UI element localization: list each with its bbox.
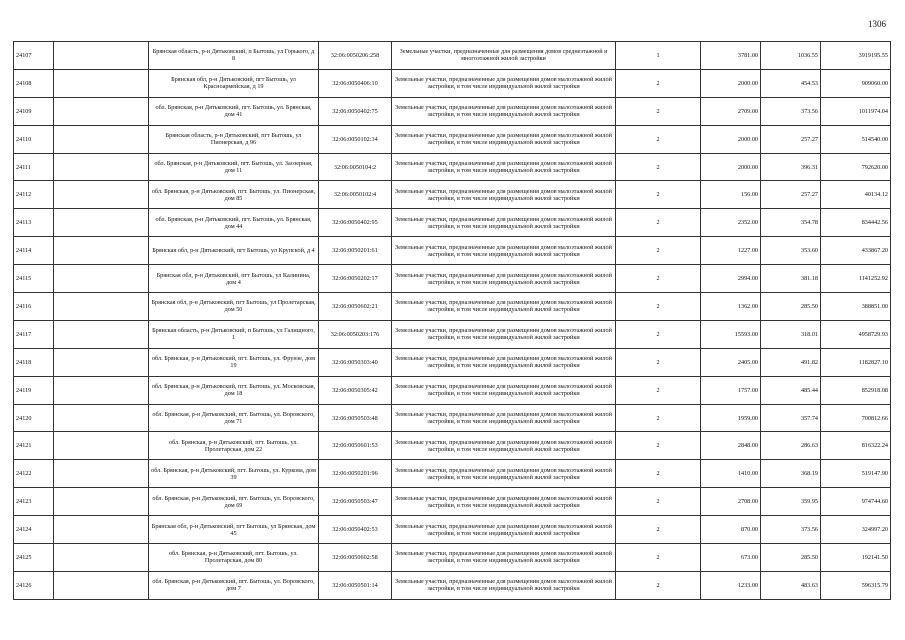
table-body xyxy=(14,42,891,600)
area-cell: 2994.00 xyxy=(701,265,761,293)
cadastral-number-cell: 32:06:0050402:95 xyxy=(319,209,392,237)
cadastral-value-cell: 852918.08 xyxy=(821,376,891,404)
row-number: 24115 xyxy=(14,265,54,293)
row-number: 24116 xyxy=(14,293,54,321)
empty-cell xyxy=(54,237,149,265)
row-number: 24125 xyxy=(14,544,54,572)
specific-value-cell: 353.60 xyxy=(761,237,821,265)
cadastral-value-cell: 792620.00 xyxy=(821,153,891,181)
table-row xyxy=(14,432,891,460)
table-row xyxy=(14,125,891,153)
address-cell: обл. Брянская, р-н Дятьковский, пгт. Бытошь, ул. Брянская, дом 41 xyxy=(149,97,319,125)
category-cell: 2 xyxy=(616,376,701,404)
cadastral-number-cell: 32:06:0050202:17 xyxy=(319,265,392,293)
category-cell: 1 xyxy=(616,42,701,70)
cadastral-value-cell: 4958729.93 xyxy=(821,320,891,348)
category-cell: 2 xyxy=(616,209,701,237)
empty-cell xyxy=(54,544,149,572)
row-number: 24110 xyxy=(14,125,54,153)
land-use-cell: Земельные участки, предназначенные для размещения домов малоэтажной жилой застройки, в том числе индивидуальной жилой застройки xyxy=(392,432,616,460)
row-number: 24109 xyxy=(14,97,54,125)
address-cell: обл. Брянская, р-н Дятьковский, пгт. Бытошь, ул. Воровского, дом 69 xyxy=(149,488,319,516)
area-cell: 1757.00 xyxy=(701,376,761,404)
table-row xyxy=(14,376,891,404)
area-cell: 2000.00 xyxy=(701,153,761,181)
row-number: 24118 xyxy=(14,348,54,376)
category-cell: 2 xyxy=(616,516,701,544)
category-cell: 2 xyxy=(616,488,701,516)
row-number: 24119 xyxy=(14,376,54,404)
area-cell: 2405.00 xyxy=(701,348,761,376)
category-cell: 2 xyxy=(616,237,701,265)
row-number: 24117 xyxy=(14,320,54,348)
cadastral-value-cell: 816322.24 xyxy=(821,432,891,460)
cadastral-number-cell: 32:06:0050104:2 xyxy=(319,153,392,181)
address-cell: обл. Брянская, р-н Дятьковский, пгт. Бытошь, ул. Воровского, дом 71 xyxy=(149,404,319,432)
cadastral-number-cell: 32:06:0050102:4 xyxy=(319,181,392,209)
cadastral-value-cell: 1182827.10 xyxy=(821,348,891,376)
cadastral-number-cell: 32:06:0050503:47 xyxy=(319,488,392,516)
specific-value-cell: 491.82 xyxy=(761,348,821,376)
table-row xyxy=(14,460,891,488)
address-cell: обл. Брянская, р-н Дятьковский, пгт. Бытошь, ул. Пролетарская, дом 22 xyxy=(149,432,319,460)
land-use-cell: Земельные участки, предназначенные для размещения домов малоэтажной жилой застройки, в том числе индивидуальной жилой застройки xyxy=(392,293,616,321)
table-row xyxy=(14,320,891,348)
address-cell: обл. Брянская, р-н Дятьковский, пгт. Бытошь, ул. Московская, дом 18 xyxy=(149,376,319,404)
area-cell: 2709.00 xyxy=(701,97,761,125)
table-row xyxy=(14,348,891,376)
cadastral-number-cell: 32:06:0050601:53 xyxy=(319,432,392,460)
address-cell: Брянская область, р-н Дятьковский, п Бытошь, ул Горького, д 8 xyxy=(149,42,319,70)
cadastral-number-cell: 32:06:0050305:42 xyxy=(319,376,392,404)
land-use-cell: Земельные участки, предназначенные для размещения домов малоэтажной жилой застройки, в том числе индивидуальной жилой застройки xyxy=(392,237,616,265)
land-use-cell: Земельные участки, предназначенные для размещения домов малоэтажной жилой застройки, в том числе индивидуальной жилой застройки xyxy=(392,544,616,572)
land-use-cell: Земельные участки, предназначенные для размещения домов малоэтажной жилой застройки, в том числе индивидуальной жилой застройки xyxy=(392,125,616,153)
empty-cell xyxy=(54,265,149,293)
land-use-cell: Земельные участки, предназначенные для размещения домов малоэтажной жилой застройки, в том числе индивидуальной жилой застройки xyxy=(392,376,616,404)
page-number: 1306 xyxy=(868,19,886,29)
category-cell: 2 xyxy=(616,571,701,599)
land-use-cell: Земельные участки, предназначенные для размещения домов малоэтажной жилой застройки, в том числе индивидуальной жилой застройки xyxy=(392,488,616,516)
row-number: 24126 xyxy=(14,571,54,599)
address-cell: Брянская обл, р-н Дятьковский, пгт Бытошь, ул Красноармейская, д 19 xyxy=(149,69,319,97)
row-number: 24120 xyxy=(14,404,54,432)
table-row xyxy=(14,237,891,265)
address-cell: обл. Брянская, р-н Дятьковский, пгт. Бытошь, ул. Брянская, дом 44 xyxy=(149,209,319,237)
cadastral-value-cell: 40134.12 xyxy=(821,181,891,209)
row-number: 24108 xyxy=(14,69,54,97)
empty-cell xyxy=(54,293,149,321)
specific-value-cell: 257.27 xyxy=(761,181,821,209)
specific-value-cell: 381.18 xyxy=(761,265,821,293)
land-use-cell: Земельные участки, предназначенные для размещения домов малоэтажной жилой застройки, в том числе индивидуальной жилой застройки xyxy=(392,571,616,599)
specific-value-cell: 357.74 xyxy=(761,404,821,432)
specific-value-cell: 483.63 xyxy=(761,571,821,599)
land-use-cell: Земельные участки, предназначенные для размещения домов малоэтажной жилой застройки, в том числе индивидуальной жилой застройки xyxy=(392,97,616,125)
empty-cell xyxy=(54,209,149,237)
area-cell: 1959.00 xyxy=(701,404,761,432)
land-use-cell: Земельные участки, предназначенные для размещения домов малоэтажной жилой застройки, в том числе индивидуальной жилой застройки xyxy=(392,460,616,488)
specific-value-cell: 373.56 xyxy=(761,97,821,125)
area-cell: 1362.00 xyxy=(701,293,761,321)
table-row xyxy=(14,69,891,97)
empty-cell xyxy=(54,42,149,70)
cadastral-value-table xyxy=(13,41,891,600)
cadastral-number-cell: 32:06:0050602:58 xyxy=(319,544,392,572)
land-use-cell: Земельные участки, предназначенные для размещения домов малоэтажной жилой застройки, в том числе индивидуальной жилой застройки xyxy=(392,265,616,293)
area-cell: 2708.00 xyxy=(701,488,761,516)
area-cell: 15593.00 xyxy=(701,320,761,348)
cadastral-value-cell: 834442.56 xyxy=(821,209,891,237)
address-cell: обл. Брянская, р-н Дятьковский, пгт. Бытошь, ул. Пионерская, дом 85 xyxy=(149,181,319,209)
category-cell: 2 xyxy=(616,320,701,348)
area-cell: 1227.00 xyxy=(701,237,761,265)
cadastral-value-cell: 974744.60 xyxy=(821,488,891,516)
cadastral-value-cell: 1011974.04 xyxy=(821,97,891,125)
table-row xyxy=(14,265,891,293)
cadastral-number-cell: 32:06:0050402:53 xyxy=(319,516,392,544)
specific-value-cell: 286.63 xyxy=(761,432,821,460)
row-number: 24112 xyxy=(14,181,54,209)
area-cell: 2352.00 xyxy=(701,209,761,237)
category-cell: 2 xyxy=(616,265,701,293)
land-use-cell: Земельные участки, предназначенные для размещения домов малоэтажной жилой застройки, в том числе индивидуальной жилой застройки xyxy=(392,153,616,181)
table-row xyxy=(14,516,891,544)
category-cell: 2 xyxy=(616,97,701,125)
cadastral-number-cell: 32:06:0050102:34 xyxy=(319,125,392,153)
land-use-cell: Земельные участки, предназначенные для размещения домов малоэтажной жилой застройки, в том числе индивидуальной жилой застройки xyxy=(392,209,616,237)
specific-value-cell: 368.19 xyxy=(761,460,821,488)
area-cell: 673.00 xyxy=(701,544,761,572)
empty-cell xyxy=(54,376,149,404)
empty-cell xyxy=(54,348,149,376)
address-cell: Брянская область, р-н Дятьковский, пгт Бытошь, ул Пионерская, д 96 xyxy=(149,125,319,153)
cadastral-value-cell: 388851.00 xyxy=(821,293,891,321)
category-cell: 2 xyxy=(616,460,701,488)
table-row xyxy=(14,209,891,237)
specific-value-cell: 485.44 xyxy=(761,376,821,404)
cadastral-number-cell: 32:06:0050503:48 xyxy=(319,404,392,432)
cadastral-number-cell: 32:06:0050203:176 xyxy=(319,320,392,348)
land-use-cell: Земельные участки, предназначенные для размещения домов малоэтажной жилой застройки, в том числе индивидуальной жилой застройки xyxy=(392,516,616,544)
row-number: 24124 xyxy=(14,516,54,544)
row-number: 24122 xyxy=(14,460,54,488)
cadastral-number-cell: 32:06:0050201:96 xyxy=(319,460,392,488)
empty-cell xyxy=(54,488,149,516)
specific-value-cell: 454.53 xyxy=(761,69,821,97)
specific-value-cell: 257.27 xyxy=(761,125,821,153)
table-row xyxy=(14,97,891,125)
cadastral-number-cell: 32:06:0050201:61 xyxy=(319,237,392,265)
land-use-cell: Земельные участки, предназначенные для размещения домов малоэтажной жилой застройки, в том числе индивидуальной жилой застройки xyxy=(392,69,616,97)
specific-value-cell: 396.31 xyxy=(761,153,821,181)
cadastral-value-cell: 1141252.92 xyxy=(821,265,891,293)
cadastral-value-cell: 433867.20 xyxy=(821,237,891,265)
category-cell: 2 xyxy=(616,544,701,572)
address-cell: обл. Брянская, р-н Дятьковский, пгт. Бытошь, ул. Воровского, дом 7 xyxy=(149,571,319,599)
cadastral-number-cell: 32:06:0050602:21 xyxy=(319,293,392,321)
category-cell: 2 xyxy=(616,181,701,209)
cadastral-value-cell: 909060.00 xyxy=(821,69,891,97)
address-cell: обл. Брянская, р-н Дятьковский, пгт. Бытошь, ул. Заозерная, дом 11 xyxy=(149,153,319,181)
address-cell: Брянская обл, р-н Дятьковский, пгт Бытошь, ул Калинина, дом 4 xyxy=(149,265,319,293)
specific-value-cell: 285.50 xyxy=(761,544,821,572)
table-row xyxy=(14,571,891,599)
row-number: 24114 xyxy=(14,237,54,265)
cadastral-value-cell: 324997.20 xyxy=(821,516,891,544)
specific-value-cell: 354.78 xyxy=(761,209,821,237)
empty-cell xyxy=(54,125,149,153)
row-number: 24107 xyxy=(14,42,54,70)
specific-value-cell: 359.95 xyxy=(761,488,821,516)
row-number: 24111 xyxy=(14,153,54,181)
specific-value-cell: 285.50 xyxy=(761,293,821,321)
area-cell: 156.00 xyxy=(701,181,761,209)
table-row xyxy=(14,153,891,181)
table-row xyxy=(14,488,891,516)
address-cell: Брянская обл, р-н Дятьковский, пгт Бытошь, ул Крупской, д 4 xyxy=(149,237,319,265)
row-number: 24113 xyxy=(14,209,54,237)
row-number: 24121 xyxy=(14,432,54,460)
table-row xyxy=(14,404,891,432)
empty-cell xyxy=(54,432,149,460)
address-cell: обл. Брянская, р-н Дятьковский, пгт. Бытошь, ул. Куркова, дом 39 xyxy=(149,460,319,488)
area-cell: 870.00 xyxy=(701,516,761,544)
area-cell: 2000.00 xyxy=(701,69,761,97)
specific-value-cell: 318.01 xyxy=(761,320,821,348)
cadastral-value-cell: 514540.00 xyxy=(821,125,891,153)
land-use-cell: Земельные участки, предназначенные для размещения домов среднеэтажной и многоэтажной жилой застройки xyxy=(392,42,616,70)
category-cell: 2 xyxy=(616,293,701,321)
empty-cell xyxy=(54,571,149,599)
empty-cell xyxy=(54,97,149,125)
table-row xyxy=(14,42,891,70)
area-cell: 1410.00 xyxy=(701,460,761,488)
cadastral-value-cell: 700812.66 xyxy=(821,404,891,432)
cadastral-number-cell: 32:06:0050402:75 xyxy=(319,97,392,125)
empty-cell xyxy=(54,153,149,181)
cadastral-number-cell: 32:06:0050303:40 xyxy=(319,348,392,376)
address-cell: Брянская обл, р-н Дятьковский, пгт Бытошь, ул Пролетарская, дом 50 xyxy=(149,293,319,321)
category-cell: 2 xyxy=(616,69,701,97)
cadastral-value-cell: 596315.79 xyxy=(821,571,891,599)
specific-value-cell: 1036.55 xyxy=(761,42,821,70)
land-use-cell: Земельные участки, предназначенные для размещения домов малоэтажной жилой застройки, в том числе индивидуальной жилой застройки xyxy=(392,181,616,209)
category-cell: 2 xyxy=(616,404,701,432)
address-cell: обл. Брянская, р-н Дятьковский, пгт. Бытошь, ул. Пролетарская, дом 80 xyxy=(149,544,319,572)
cadastral-value-cell: 519147.90 xyxy=(821,460,891,488)
address-cell: Брянская область, р-н Дятьковский, п Бытошь, ул Галищного, 1 xyxy=(149,320,319,348)
empty-cell xyxy=(54,181,149,209)
area-cell: 3781.00 xyxy=(701,42,761,70)
table-row xyxy=(14,181,891,209)
land-use-cell: Земельные участки, предназначенные для размещения домов малоэтажной жилой застройки, в том числе индивидуальной жилой застройки xyxy=(392,348,616,376)
empty-cell xyxy=(54,516,149,544)
cadastral-value-cell: 3919195.55 xyxy=(821,42,891,70)
address-cell: обл. Брянская, р-н Дятьковский, пгт. Бытошь, ул. Фрунзе, дом 19 xyxy=(149,348,319,376)
land-use-cell: Земельные участки, предназначенные для размещения домов малоэтажной жилой застройки, в том числе индивидуальной жилой застройки xyxy=(392,320,616,348)
cadastral-number-cell: 32:06:0050406:10 xyxy=(319,69,392,97)
table-row xyxy=(14,293,891,321)
address-cell: Брянская обл, р-н Дятьковский, пгт Бытошь, ул Брянская, дом 45 xyxy=(149,516,319,544)
cadastral-value-cell: 192141.50 xyxy=(821,544,891,572)
row-number: 24123 xyxy=(14,488,54,516)
empty-cell xyxy=(54,404,149,432)
area-cell: 1233.00 xyxy=(701,571,761,599)
area-cell: 2848.00 xyxy=(701,432,761,460)
category-cell: 2 xyxy=(616,125,701,153)
category-cell: 2 xyxy=(616,432,701,460)
cadastral-number-cell: 32:06:0050206:258 xyxy=(319,42,392,70)
land-use-cell: Земельные участки, предназначенные для размещения домов малоэтажной жилой застройки, в том числе индивидуальной жилой застройки xyxy=(392,404,616,432)
specific-value-cell: 373.56 xyxy=(761,516,821,544)
empty-cell xyxy=(54,460,149,488)
empty-cell xyxy=(54,69,149,97)
cadastral-number-cell: 32:06:0050501:14 xyxy=(319,571,392,599)
category-cell: 2 xyxy=(616,348,701,376)
table-row xyxy=(14,544,891,572)
area-cell: 2000.00 xyxy=(701,125,761,153)
empty-cell xyxy=(54,320,149,348)
category-cell: 2 xyxy=(616,153,701,181)
